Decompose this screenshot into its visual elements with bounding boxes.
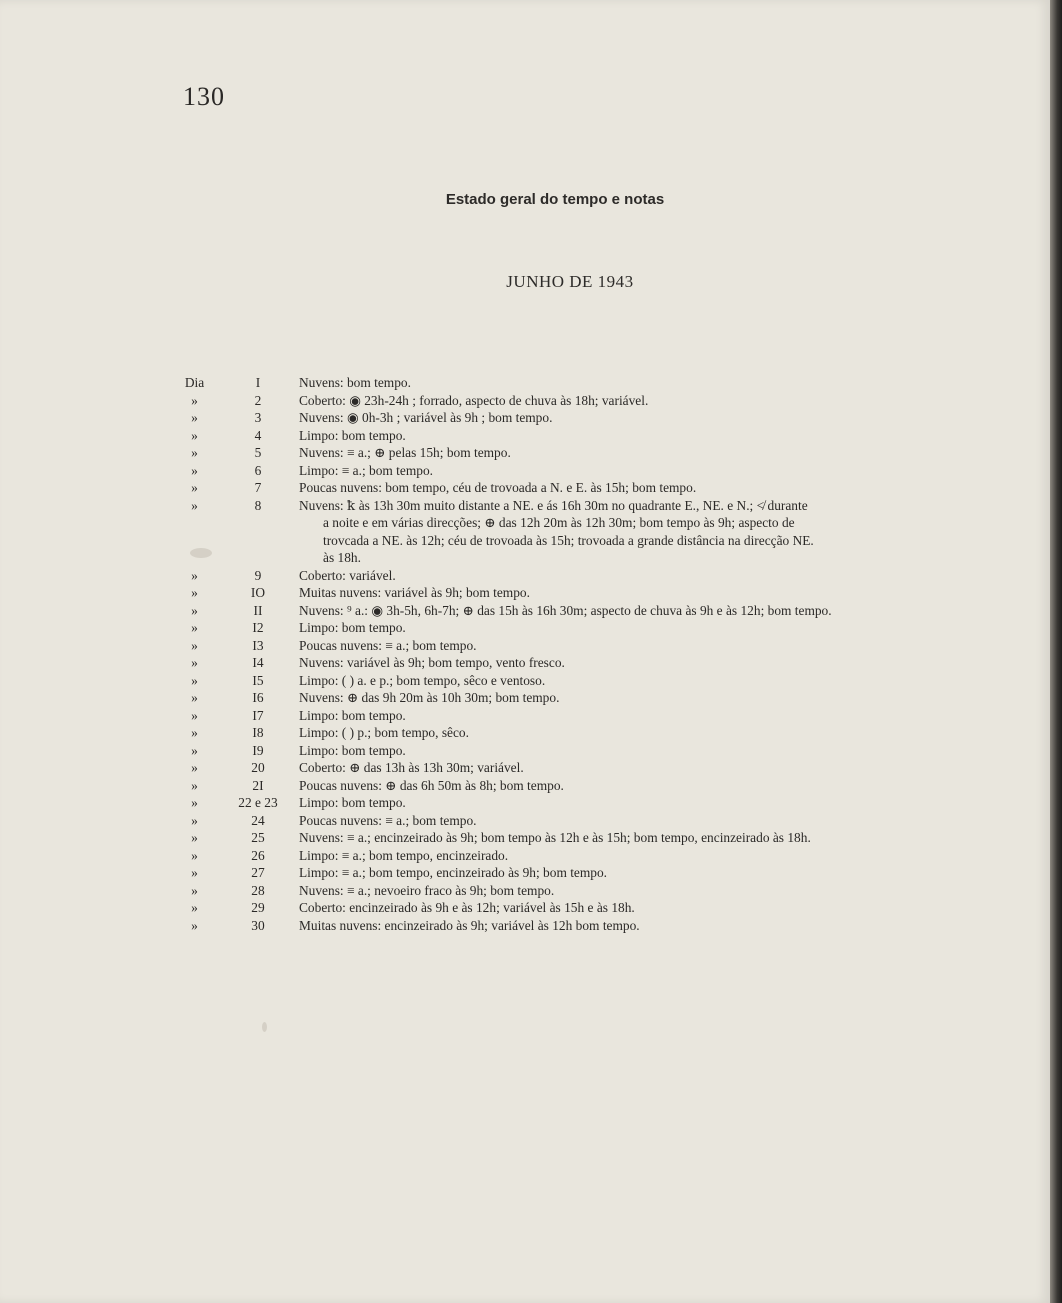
entry-label: » [191,637,198,653]
entry-row [172,829,972,847]
entry-text-block [299,567,964,585]
entry-row [172,392,972,410]
entry-day: I7 [252,707,264,723]
weather-entries-list [172,374,972,934]
entry-day: 22 e 23 [238,795,278,810]
entry-text-block [299,497,964,567]
entry-text: Nuvens: ⊕ das 9h 20m às 10h 30m; bom tempo. [299,690,560,705]
entry-day: I5 [252,672,264,688]
entry-text-block [299,829,964,847]
entry-row [172,444,972,462]
entry-label: » [191,900,198,915]
entry-text: Poucas nuvens: ⊕ das 6h 50m às 8h; bom tempo. [299,777,564,793]
entry-day: 26 [251,847,265,863]
entry-row [172,602,972,620]
entry-text-block [299,444,964,462]
entry-row [172,567,972,585]
entry-row [172,654,972,672]
entry-day: 4 [254,427,262,443]
entry-text: Limpo: ≡ a.; bom tempo. [299,462,434,478]
entry-text: Limpo: bom tempo. [299,795,406,810]
entry-day: 25 [251,830,265,845]
entry-label: » [191,777,198,793]
entry-day: 8 [254,497,262,513]
entry-label: » [191,602,198,618]
entry-day: IO [250,585,266,600]
entry-day: I [255,375,261,390]
entry-label: » [191,567,198,583]
entry-text-block [299,794,964,812]
entry-continuation: às 18h. [323,550,361,565]
entry-day: 2I [252,777,264,793]
entry-row [172,759,972,777]
entry-row [172,462,972,480]
entry-row [172,777,972,795]
entry-text-block [299,724,964,742]
entry-day: I3 [252,637,264,653]
entry-text: Limpo: ≡ a.; bom tempo, encinzeirado. [299,847,509,863]
entry-text-block [299,672,964,690]
entry-text-block [299,427,964,445]
entry-row [172,899,972,917]
entry-row [172,917,972,935]
page-title: Estado geral do tempo e notas [445,191,665,208]
entry-label: » [191,392,198,408]
entry-text: Coberto: variável. [299,567,396,583]
entry-text-block [299,864,964,882]
entry-row [172,619,972,637]
entry-text-block [299,584,964,602]
entry-text: Poucas nuvens: bom tempo, céu de trovoada a N. e E. às 15h; bom tempo. [299,480,697,495]
entry-day: 27 [251,865,265,880]
entry-row [172,742,972,760]
entry-text-block [299,619,964,637]
entry-text-block [299,637,964,655]
entry-label: » [191,410,198,425]
entry-row [172,812,972,830]
entry-text-block [299,409,964,427]
entry-day: 7 [254,480,262,495]
entry-day: 24 [251,812,265,828]
entry-text: Limpo: bom tempo. [299,620,406,635]
entry-label: » [191,707,198,723]
entry-row [172,689,972,707]
entry-text-block [299,812,964,830]
entry-row [172,847,972,865]
entry-continuation: trovcada a NE. às 12h; céu de trovoada às 15h; trovoada a grande distância na direcção NE. [323,532,814,548]
entry-day: 2 [254,392,262,408]
entry-text-block [299,374,964,392]
entry-row [172,427,972,445]
entry-text: Limpo: ≡ a.; bom tempo, encinzeirado às 9h; bom tempo. [299,865,608,880]
entry-label: » [191,462,198,478]
entry-row [172,707,972,725]
entry-text: Nuvens: variável às 9h; bom tempo, vento fresco. [299,655,565,670]
entry-day: I4 [252,655,264,670]
entry-label: » [191,795,198,810]
entry-text: Muitas nuvens: encinzeirado às 9h; variável às 12h bom tempo. [299,917,640,933]
entry-row [172,882,972,900]
entry-text-block [299,479,964,497]
entry-text-block [299,602,964,620]
entry-row [172,724,972,742]
entry-text-block [299,777,964,795]
entry-text: Coberto: ◉ 23h-24h ; forrado, aspecto de chuva às 18h; variável. [299,392,649,408]
entry-text: Coberto: ⊕ das 13h às 13h 30m; variável. [299,760,524,775]
entry-label: » [191,882,198,898]
entry-label: » [191,847,198,863]
entry-label: » [191,742,198,758]
entry-text: Muitas nuvens: variável às 9h; bom tempo. [299,585,530,600]
entry-text-block [299,392,964,410]
entry-day: I2 [252,620,264,635]
entry-text: Limpo: ( ) p.; bom tempo, sêco. [299,725,469,740]
entry-label: » [191,865,198,880]
entry-label: » [191,585,198,600]
entry-text-block [299,847,964,865]
entry-label: » [191,497,198,513]
entry-row [172,637,972,655]
entry-row [172,479,972,497]
entry-label: Dia [184,375,205,390]
entry-text-block [299,654,964,672]
entry-text: Nuvens: ꝁ às 13h 30m muito distante a NE. e ás 16h 30m no quadrante E., NE. e N.; ≮ durante [299,497,808,513]
paper-stain [190,548,212,558]
entry-day: 30 [251,917,265,933]
paper-stain [262,1022,267,1032]
entry-day: I6 [252,690,264,705]
page-edge [1050,0,1062,1303]
entry-label: » [191,830,198,845]
entry-label: » [191,672,198,688]
entry-day: 6 [254,462,262,478]
page-number: 130 [183,82,225,111]
entry-day: II [253,602,263,618]
entry-label: » [191,480,198,495]
entry-text-block [299,707,964,725]
entry-row [172,864,972,882]
entry-row [172,374,972,392]
entry-label: » [191,655,198,670]
entry-row [172,497,972,567]
entry-row [172,794,972,812]
entry-text: Nuvens: ⁹ a.: ◉ 3h-5h, 6h-7h; ⊕ das 15h às 16h 30m; aspecto de chuva às 9h e às 12h; bom tempo. [299,602,832,618]
entry-text: Limpo: bom tempo. [299,742,406,758]
entry-day: 29 [251,900,265,915]
entry-continuation: a noite e em várias direcções; ⊕ das 12h 20m às 12h 30m; bom tempo às 9h; aspecto de [323,515,795,530]
entry-text: Coberto: encinzeirado às 9h e às 12h; variável às 15h e às 18h. [299,900,635,915]
entry-text-block [299,917,964,935]
entry-row [172,672,972,690]
entry-label: » [191,760,198,775]
entry-text-block [299,759,964,777]
entry-text: Poucas nuvens: ≡ a.; bom tempo. [299,812,477,828]
entry-label: » [191,620,198,635]
entry-label: » [191,812,198,828]
entry-label: » [191,445,198,460]
entry-text: Nuvens: ◉ 0h-3h ; variável às 9h ; bom tempo. [299,410,553,425]
entry-row [172,584,972,602]
entry-day: 3 [254,410,262,425]
entry-text: Limpo: bom tempo. [299,427,406,443]
entry-text: Nuvens: ≡ a.; ⊕ pelas 15h; bom tempo. [299,445,511,460]
entry-row [172,409,972,427]
entry-day: I9 [252,742,264,758]
month-heading: JUNHO DE 1943 [506,272,634,291]
entry-text-block [299,882,964,900]
entry-text: Limpo: ( ) a. e p.; bom tempo, sêco e ventoso. [299,672,546,688]
entry-label: » [191,427,198,443]
entry-label: » [191,725,198,740]
entry-day: 9 [254,567,262,583]
entry-text: Nuvens: ≡ a.; nevoeiro fraco às 9h; bom tempo. [299,882,555,898]
entry-text: Nuvens: bom tempo. [299,375,411,390]
entry-text-block [299,689,964,707]
entry-text: Nuvens: ≡ a.; encinzeirado às 9h; bom tempo às 12h e às 15h; bom tempo, encinzeirado às 18h. [299,830,811,845]
entry-text: Poucas nuvens: ≡ a.; bom tempo. [299,637,477,653]
entry-text: Limpo: bom tempo. [299,707,406,723]
entry-day: I8 [252,725,264,740]
entry-day: 5 [254,445,262,460]
entry-text-block [299,742,964,760]
entry-label: » [191,917,198,933]
entry-label: » [191,690,198,705]
entry-text-block [299,462,964,480]
entry-text-block [299,899,964,917]
entry-day: 28 [251,882,265,898]
entry-day: 20 [251,760,265,775]
